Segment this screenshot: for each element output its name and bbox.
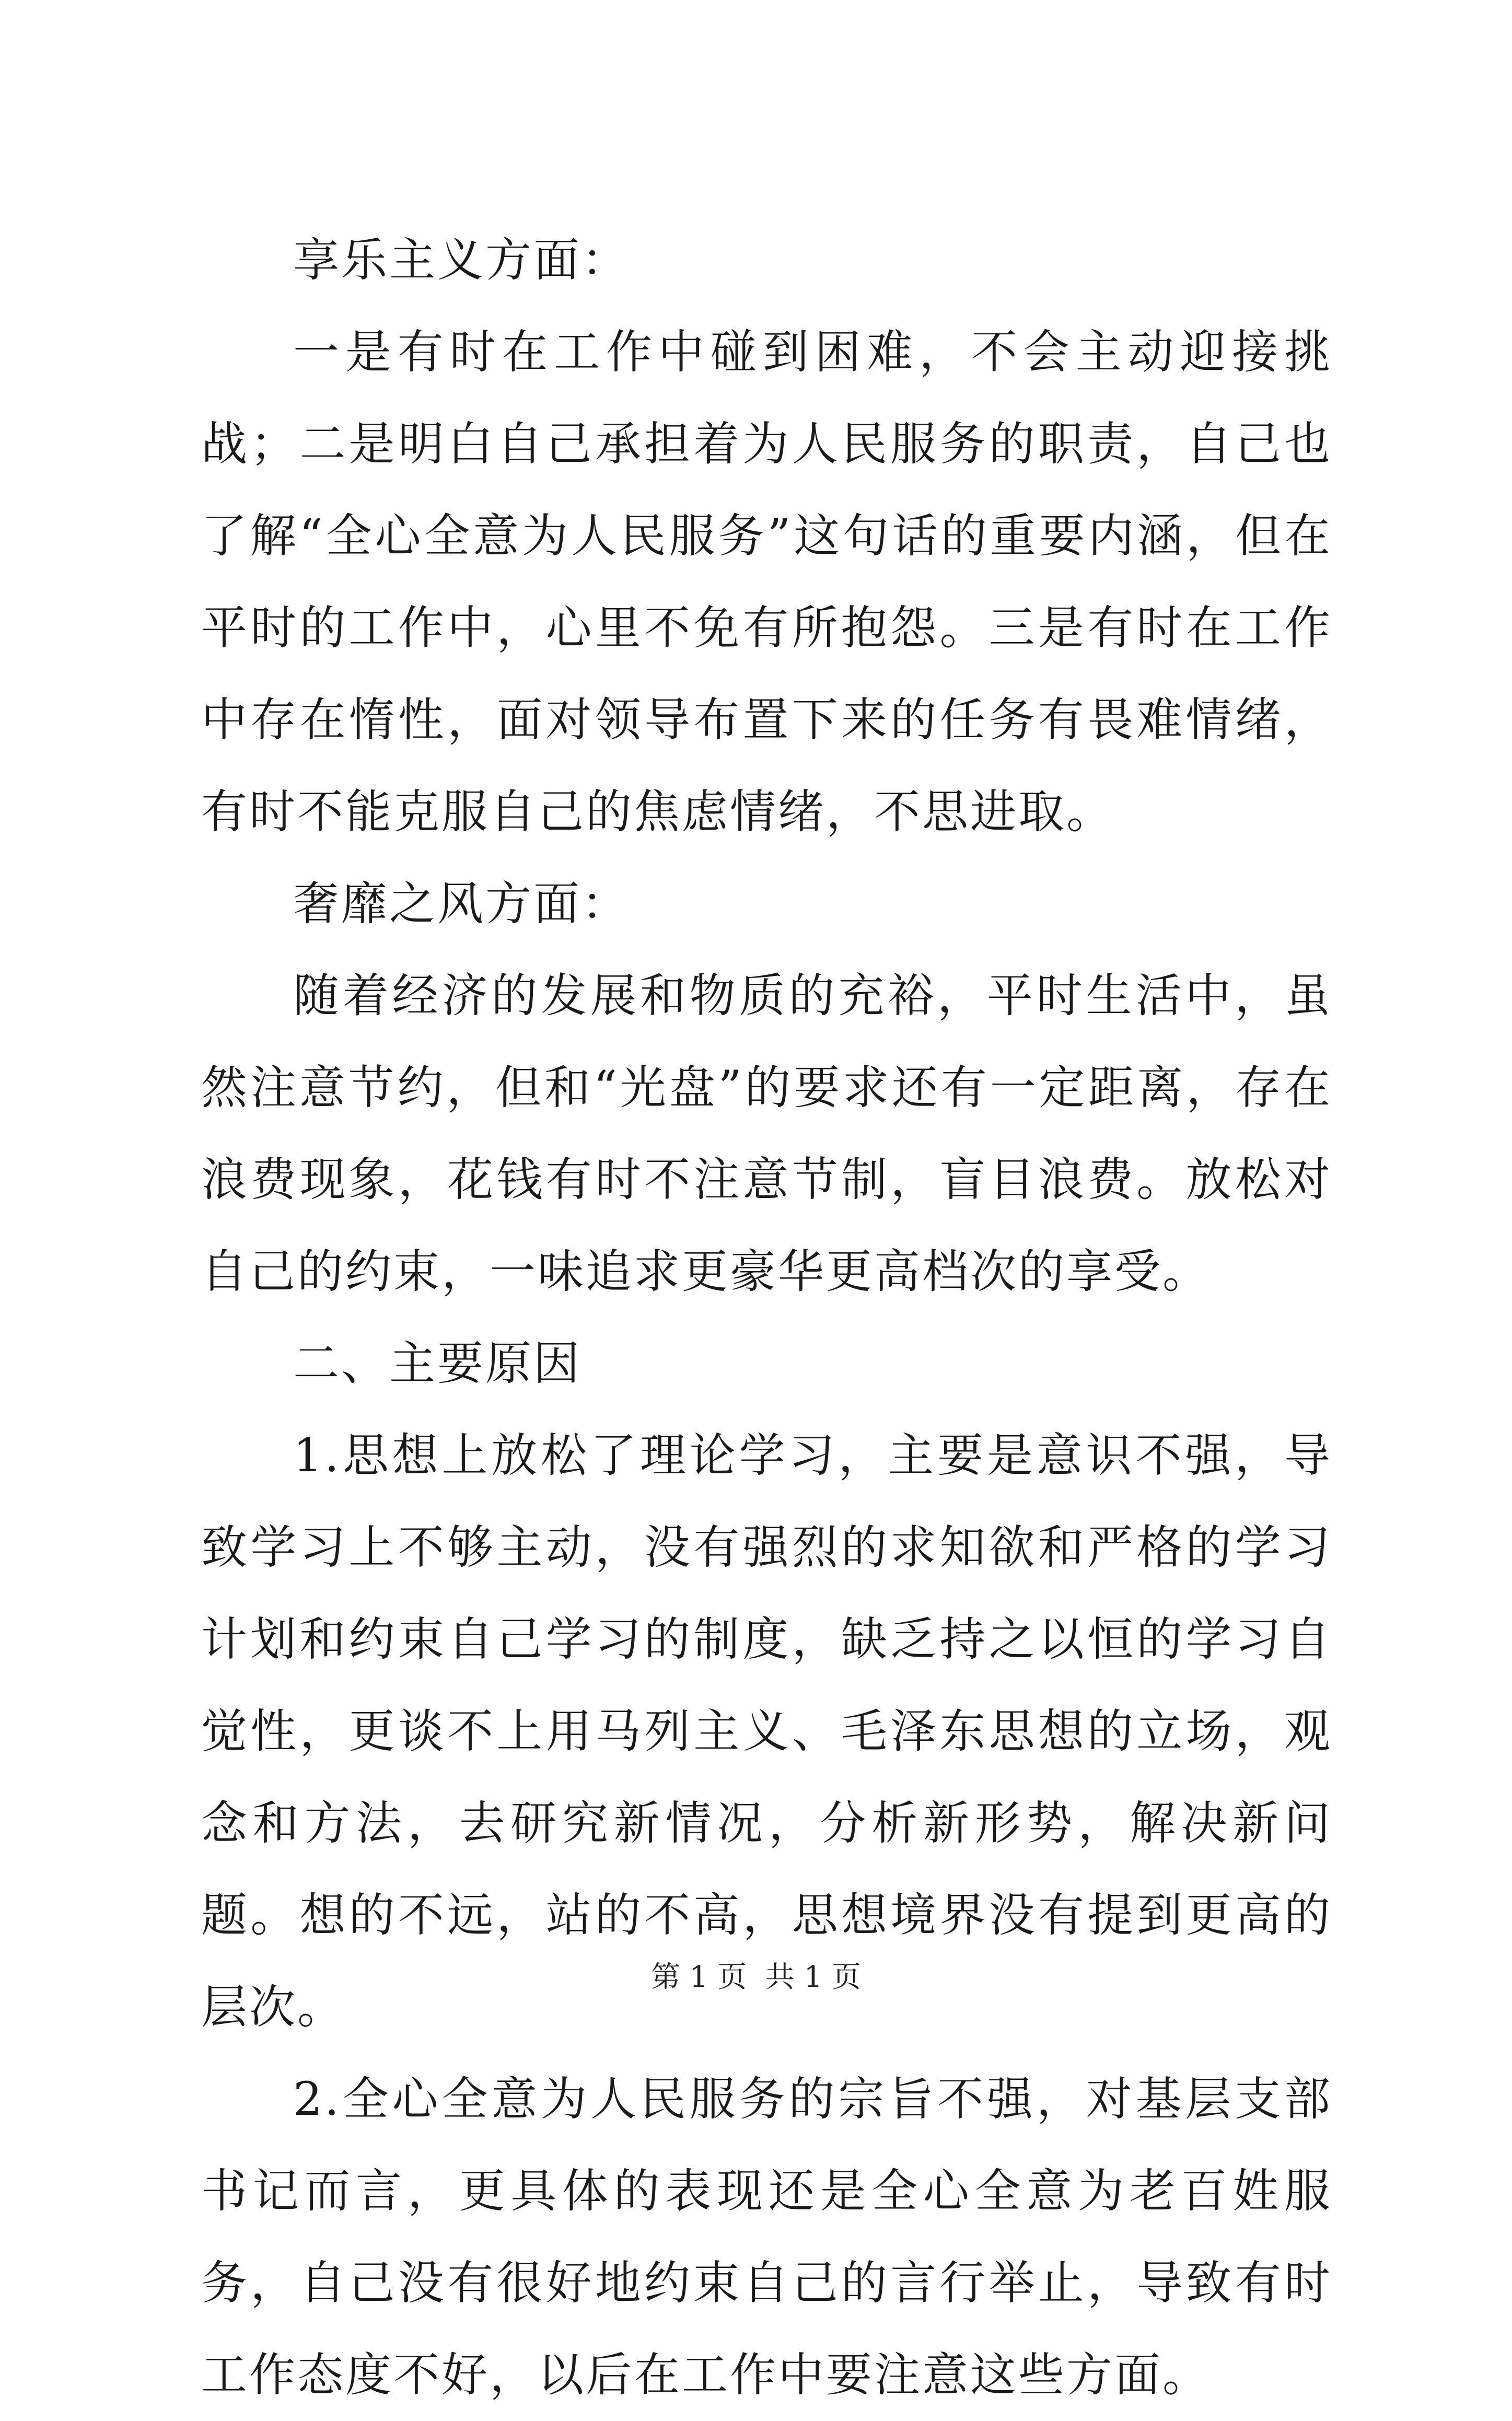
paragraph-cause-1: 1.思想上放松了理论学习，主要是意识不强，导致学习上不够主动，没有强烈的求知欲和严格的学习计划和约束自己学习的制度，缺乏持之以恒的学习自觉性，更谈不上用马列主义、毛泽东思想的立场，观念和方法，去研究新情况，分析新形势，解决新问题。想的不远，站的不高，思想境界没有提到更高的层次。	[201, 1428, 1332, 2034]
section-heading-extravagance: 奢靡之风方面：	[293, 877, 630, 930]
section-heading-hedonism: 享乐主义方面：	[293, 233, 630, 287]
paragraph-cause-2: 2.全心全意为人民服务的宗旨不强，对基层支部书记而言，更具体的表现还是全心全意为老百姓服务，自己没有很好地约束自己的言行举止，导致有时工作态度不好，以后在工作中要注意这些方面。	[201, 2072, 1332, 2402]
document-body	[201, 214, 1332, 2421]
paragraph-extravagance-details: 随着经济的发展和物质的充裕，平时生活中，虽然注意节约，但和“光盘”的要求还有一定距离，存在浪费现象，花钱有时不注意节制，盲目浪费。放松对自己的约束，一味追求更豪华更高档次的享受。	[201, 969, 1332, 1298]
page-footer	[0, 1957, 1512, 1998]
section-heading-main-causes: 二、主要原因	[293, 1336, 582, 1390]
page-number-label: 第 1 页 共 1 页	[650, 1960, 862, 1994]
paragraph-hedonism-details: 一是有时在工作中碰到困难，不会主动迎接挑战；二是明白自己承担着为人民服务的职责，自己也了解“全心全意为人民服务”这句话的重要内涵，但在平时的工作中，心里不免有所抱怨。三是有时在工作中存在惰性，面对领导布置下来的任务有畏难情绪，有时不能克服自己的焦虑情绪，不思进取。	[201, 325, 1332, 839]
